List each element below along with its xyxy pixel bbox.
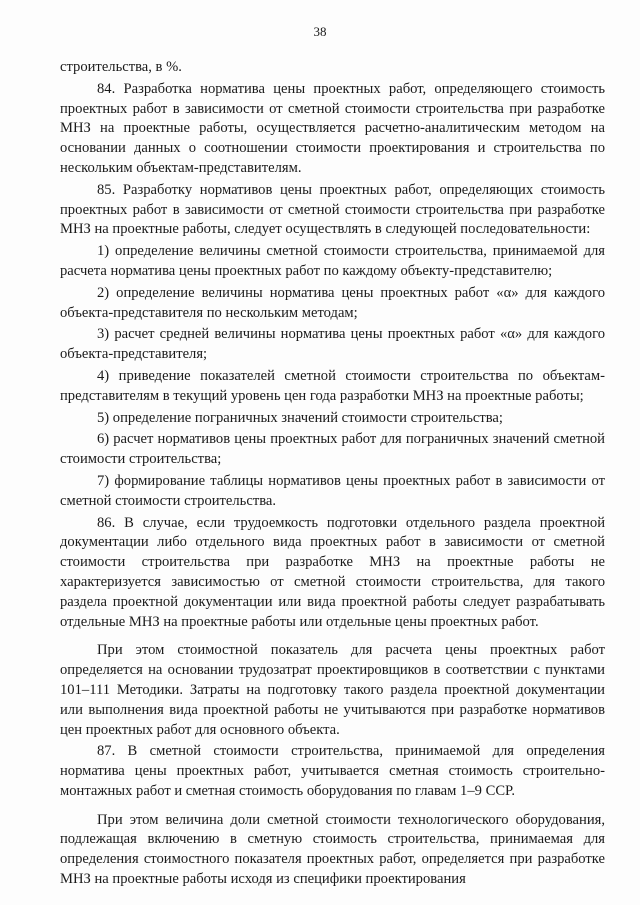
list-item-5: 5) определение пограничных значений стоимости строительства; <box>97 409 503 426</box>
list-item-2: 2) определение величины норматива цены проектных работ «α» для каждого объекта-представителя по нескольким методам; <box>60 284 605 321</box>
paragraph-85: 85. Разработку нормативов цены проектных работ, определяющих стоимость проектных работ в зависимости от сметной стоимости строительства при разработке МНЗ на проектные работы, следует осуществлять в следующей последовательности: <box>60 181 605 238</box>
list-item-1: 1) определение величины сметной стоимости строительства, принимаемой для расчета норматива цены проектных работ по каждому объекту-представителю; <box>60 243 605 279</box>
list-item-6: 6) расчет нормативов цены проектных работ для пограничных значений сметной стоимости строительства; <box>60 431 605 468</box>
paragraph-84: 84. Разработка норматива цены проектных работ, определяющего стоимость проектных работ в зависимости от сметной стоимости строительства при разработке МНЗ на проектные работы, осуществляется расчетно-аналитическим методом на основании данных о соотношении стоимости проектирования и строительства по нескольким объектам-представителям. <box>60 80 605 176</box>
list-item-3: 3) расчет средней величины норматива цены проектных работ «α» для каждого объекта-представителя; <box>60 326 605 363</box>
list-item-4: 4) приведение показателей сметной стоимости строительства по объектам-представителям в текущий уровень цен года разработки МНЗ на проектные работы; <box>60 367 605 404</box>
paragraph-86: 86. В случае, если трудоемкость подготовки отдельного раздела проектной документации либо отдельного вида проектных работ в зависимости от сметной стоимости строительства при разработке МНЗ на проектные работы не характеризуется зависимостью от сметной стоимости строительства, для такого раздела проектной документации или вида проектной работы следует разрабатывать отдельные МНЗ на проектные работы или отдельные цены проектных работ. <box>60 514 605 630</box>
paragraph-continuation: строительства, в %. <box>60 59 182 75</box>
page-number: 38 <box>313 24 327 39</box>
paragraph-86-continued: При этом стоимостной показатель для расчета цены проектных работ определяется на основании трудозатрат проектировщиков в соответствии с пунктами 101–111 Методики. Затраты на подготовку такого раздела проектной документации или выполнения вида проектной работы не учитываются при разработке нормативов цен проектных работ для основного объекта. <box>60 642 605 738</box>
paragraph-87: 87. В сметной стоимости строительства, принимаемой для определения норматива цены проектных работ, учитывается сметная стоимость строительно-монтажных работ и сметная стоимость оборудования по главам 1–9 ССР. <box>60 743 605 799</box>
document-body <box>60 58 605 890</box>
list-item-7: 7) формирование таблицы нормативов цены проектных работ в зависимости от сметной стоимости строительства. <box>60 472 605 509</box>
paragraph-87-continued: При этом величина доли сметной стоимости технологического оборудования, подлежащая включению в сметную стоимость строительства, принимаемая для определения стоимостного показателя проектных работ, определяется при разработке МНЗ на проектные работы исходя из специфики проектирования <box>60 811 605 888</box>
